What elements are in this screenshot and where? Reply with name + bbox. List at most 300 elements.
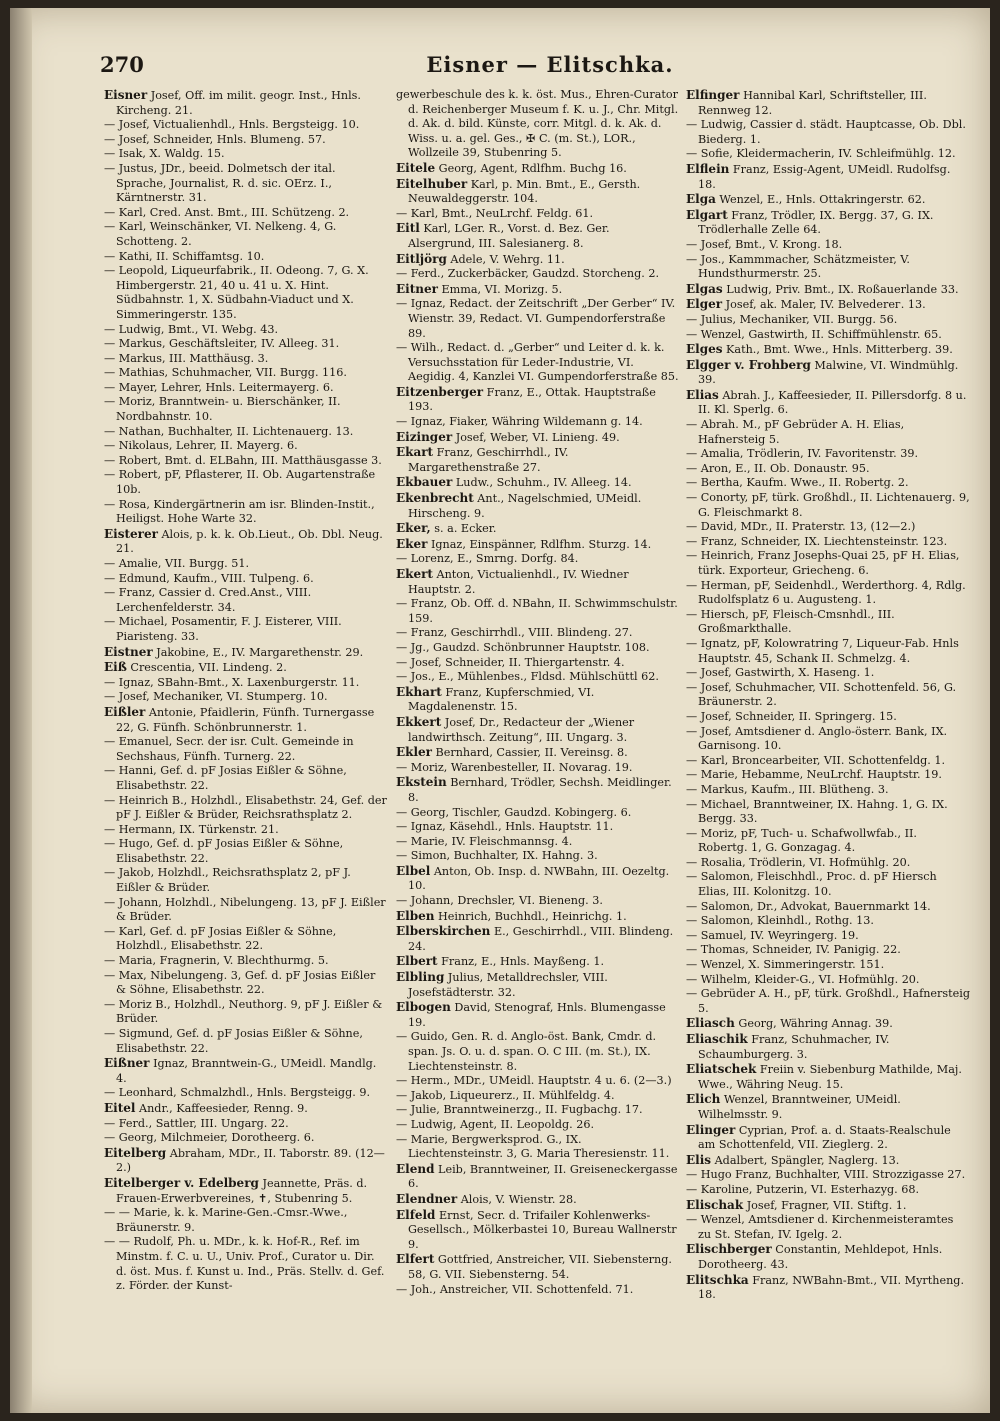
entry-text: Franz, E., Ottak. Hauptstraße 193. [408, 385, 656, 414]
directory-entry [104, 425, 388, 440]
entry-surname: Eitelhuber [396, 176, 468, 191]
entry-text: Ernst, Secr. d. Trifailer Kohlenwerks-Gesellsch., Mölkerbastei 10, Bureau Wallnerstr 9. [408, 1208, 677, 1251]
directory-entry [686, 535, 970, 550]
entry-text: Franz, Essig-Agent, UMeidl. Rudolfsg. 18. [698, 162, 951, 191]
entry-surname: Elfinger [686, 88, 740, 102]
entry-surname: Elitschka [686, 1272, 749, 1287]
directory-entry [686, 1016, 970, 1032]
directory-entry [686, 1273, 970, 1303]
entry-text: Wenzel, E., Hnls. Ottakringerstr. 62. [715, 193, 926, 207]
entry-text: Josef, ak. Maler, IV. Belvederег. 13. [722, 298, 926, 312]
directory-entry [104, 133, 388, 148]
entry-text: — Hugo Franz, Buchhalter, VIII. Strozzigasse 27. [686, 1168, 966, 1182]
entry-text: — Ignaz, Redact. der Zeitschrift „Der Gerber“ IV. Wienstr. 39, Redact. VI. Gumpendorferstraße 89. [396, 297, 676, 340]
entry-text: E., Geschirrhdl., VIII. Blindeng. 24. [408, 925, 674, 953]
directory-entry [396, 1103, 680, 1118]
directory-entry [686, 783, 970, 798]
entry-surname: Elischak [686, 1197, 744, 1212]
directory-entry [104, 118, 388, 133]
entry-surname: Ekler [396, 745, 432, 760]
entry-text: Heinrich, Buchhdl., Heinrichg. 1. [434, 909, 627, 923]
entry-text: — Ignaz, SBahn-Bmt., X. Laxenburgerstr. 11. [104, 675, 360, 689]
directory-entry [396, 1118, 680, 1133]
entry-text: Hannibal Karl, Schriftsteller, III. Rennweg 12. [698, 89, 927, 117]
directory-entry [686, 943, 970, 958]
directory-entry [686, 342, 970, 358]
directory-entry [686, 1213, 970, 1242]
directory-entry [396, 1133, 680, 1162]
entry-text: — Thomas, Schneider, IV. Panigig. 22. [686, 943, 901, 957]
entry-text: — Maria, Fragnerin, V. Blechthurmg. 5. [104, 954, 329, 968]
entry-text: — Herman, pF, Seidenhdl., Werderthorg. 4, Rdlg. Rudolfsplatz 6 u. Augusteng. 1. [686, 578, 966, 607]
entry-surname: Elben [396, 908, 435, 923]
entry-surname: Elis [686, 1152, 712, 1167]
directory-entry [104, 1027, 388, 1056]
entry-text: — Nathan, Buchhalter, II. Lichtenauerg. 13. [104, 424, 354, 438]
entry-surname: Elgas [686, 281, 723, 296]
directory-entry [686, 238, 970, 253]
entry-surname: Elgart [686, 207, 728, 222]
entry-text: — Josef, Gastwirth, X. Haseng. 1. [686, 666, 875, 680]
directory-entry [686, 666, 970, 681]
entry-surname: Eisterer [104, 526, 158, 541]
directory-entry [104, 1101, 388, 1117]
directory-entry [686, 1092, 970, 1122]
directory-entry [104, 764, 388, 793]
directory-entry [104, 206, 388, 221]
entry-surname: Ekkert [396, 714, 442, 729]
directory-entry [104, 586, 388, 615]
entry-text: — Josef, Schuhmacher, VII. Schottenfeld. 56, G. Bräunerstr. 2. [686, 680, 957, 709]
entry-text: — Markus, Geschäftsleiter, IV. Alleeg. 31. [104, 337, 340, 351]
entry-text: Emma, VI. Morizg. 5. [437, 282, 563, 296]
entry-text: — Josef, Victualienhdl., Hnls. Bergsteigg. 10. [104, 118, 360, 132]
entry-text: — Hermann, IX. Türkenstr. 21. [104, 822, 279, 836]
directory-entry [396, 849, 680, 864]
directory-entry [104, 468, 388, 497]
entry-text: — Franz, Geschirrhdl., VIII. Blindeng. 27. [396, 626, 633, 640]
entry-surname: Elinger [686, 1122, 736, 1137]
directory-entry [396, 445, 680, 475]
directory-entry [104, 998, 388, 1027]
directory-entry [104, 162, 388, 206]
entry-text: — Johann, Holzhdl., Nibelungeng. 13, pF J. Eißler & Brüder. [104, 895, 386, 924]
directory-entry [396, 954, 680, 970]
directory-entry [104, 498, 388, 527]
entry-text: Ignaz, Einspänner, Rdlfhm. Sturzg. 14. [427, 537, 652, 551]
entry-text: — Julius, Mechaniker, VII. Burgg. 56. [686, 312, 898, 326]
entry-text: Constantin, Mehldepot, Hnls. Dorotheerg. 43. [698, 1243, 943, 1271]
directory-entry [686, 88, 970, 118]
entry-surname: Eitelberger v. Edelberg [104, 1175, 259, 1190]
directory-entry [104, 88, 388, 118]
directory-entry [686, 1032, 970, 1062]
entry-text: — Mayer, Lehrer, Hnls. Leitermayerg. 6. [104, 380, 334, 394]
entry-surname: Elflein [686, 161, 730, 176]
directory-entry [104, 557, 388, 572]
directory-entry [396, 806, 680, 821]
directory-entry [396, 297, 680, 341]
directory-entry [396, 1000, 680, 1030]
entry-text: — Salomon, Kleinhdl., Rothg. 13. [686, 914, 874, 928]
entry-text: — Amalie, VII. Burgg. 51. [104, 557, 250, 570]
entry-surname: Eitljörg [396, 251, 447, 266]
directory-entry [396, 626, 680, 641]
entry-text: Adalbert, Spängler, Naglerg. 13. [711, 1153, 900, 1167]
directory-entry [104, 969, 388, 998]
directory-entry [104, 454, 388, 469]
directory-entry [104, 439, 388, 454]
directory-entry [396, 161, 680, 177]
entry-text: — Abrah. M., pF Gebrüder A. H. Elias, Hafnersteig 5. [686, 418, 905, 446]
entry-surname: Elbogen [396, 1000, 451, 1015]
directory-entry [396, 1030, 680, 1074]
entry-text: Franz, E., Hnls. Mayßeng. 1. [437, 955, 605, 969]
entry-text: Franz, Geschirrhdl., IV. Margarethenstraße 27. [408, 446, 569, 474]
entry-text: — Lorenz, E., Smrng. Dorfg. 84. [396, 552, 579, 566]
entry-surname: Eisner [104, 88, 148, 102]
directory-entry [104, 1176, 388, 1206]
entry-text: Jeannette, Präs. d. Frauen-Erwerbvereines, ✝, Stubenring 5. [116, 1176, 368, 1205]
directory-entry [686, 358, 970, 388]
entry-text: — Moriz, pF, Tuch- u. Schafwollwfab., II. Robertg. 1, G. Gonzagag. 4. [686, 826, 917, 855]
entry-text: Alois, p. k. k. Ob.Lieut., Ob. Dbl. Neug. 21. [116, 527, 383, 556]
directory-entry [686, 1168, 970, 1183]
entry-surname: Eliatschek [686, 1062, 757, 1077]
entry-text: — Georg, Milchmeier, Dorotheerg. 6. [104, 1131, 315, 1145]
entry-text: — Marie, Bergwerksprod. G., IX. Liechtensteinstr. 3, G. Maria Theresienstr. 11. [396, 1132, 670, 1161]
entry-text: — Markus, Kaufm., III. Blütheng. 3. [686, 782, 889, 796]
entry-text: — Edmund, Kaufm., VIII. Tulpeng. 6. [104, 571, 314, 585]
entry-surname: Elgger v. Frohberg [686, 357, 811, 372]
entry-text: — Michael, Posamentir, F. J. Eisterer, VIII. Piaristeng. 33. [104, 615, 342, 643]
directory-entry [396, 656, 680, 671]
entry-surname: Elger [686, 297, 723, 312]
entry-surname: Ekert [396, 567, 433, 581]
directory-entry [104, 735, 388, 764]
entry-surname: Eitelberg [104, 1145, 167, 1160]
directory-entry [396, 1074, 680, 1089]
entry-text: — Karoline, Putzerin, VI. Esterhazyg. 68. [686, 1182, 920, 1196]
directory-entry [396, 1252, 680, 1282]
entry-text: Ignaz, Branntwein-G., UMeidl. Mandlg. 4. [116, 1057, 377, 1085]
entry-text: Freiin v. Siebenburg Mathilde, Maj. Wwe., Währing Neug. 15. [698, 1063, 962, 1091]
entry-text: — — Rudolf, Ph. u. MDr., k. k. Hof-R., Ref. im Minstm. f. C. u. U., Univ. Prof., Curator u. Dir. d. öst. Mus. f. Kunst u. Ind., Präs. Stellv. d. Gef. z. Förder. der Kunst- [104, 1235, 385, 1293]
entry-surname: Ekbauer [396, 475, 453, 490]
directory-entry [104, 527, 388, 557]
entry-text: Adele, V. Wehrg. 11. [446, 252, 565, 266]
directory-entry [686, 118, 970, 147]
entry-text: — Franz, Ob. Off. d. NBahn, II. Schwimmschulstr. 159. [396, 597, 678, 625]
entry-text: — Guido, Gen. R. d. Anglo-öst. Bank, Cmdr. d. span. Js. O. u. d. span. O. C III. (m. St.), IX. Liechtensteinstr. 8. [396, 1030, 657, 1073]
entry-text: Josef, Fragner, VII. Stiftg. 1. [743, 1198, 907, 1212]
entry-text: — Hugo, Gef. d. pF Josias Eißler & Söhne, Elisabethstr. 22. [104, 837, 344, 865]
directory-entry [396, 1208, 680, 1253]
directory-entry [686, 1153, 970, 1169]
entry-text: — Hiersch, pF, Fleisch-Cmsnhdl., III. Großmarkthalle. [686, 607, 895, 636]
entry-text: Abraham, MDr., II. Taborstr. 89. (12—2.) [116, 1146, 385, 1175]
entry-text: s. a. Ecker. [430, 522, 497, 536]
entry-text: — Conorty, pF, türk. Großhdl., II. Lichtenauerg. 9, G. Fleischmarkt 8. [686, 491, 970, 519]
entry-surname: Elberskirchen [396, 924, 491, 939]
entry-text: — Salomon, Dr., Advokat, Bauernmarkt 14. [686, 899, 931, 913]
directory-entry [396, 820, 680, 835]
entry-text: — Kathi, II. Schiffamtsg. 10. [104, 249, 265, 263]
directory-entry [396, 88, 680, 161]
directory-entry [104, 866, 388, 895]
entry-text: — Herm., MDr., UMeidl. Hauptstr. 4 u. 6. (2—3.) [396, 1074, 672, 1088]
entry-surname: Elischberger [686, 1242, 772, 1257]
entry-text: Georg, Agent, Rdlfhm. Buchg 16. [435, 161, 627, 175]
entry-text: — Ignaz, Fiaker, Währing Wildemann g. 14. [396, 415, 643, 429]
entry-text: — Robert, pF, Pflasterer, II. Ob. Augartenstraße 10b. [104, 468, 376, 497]
entry-text: Franz, Kupferschmied, VI. Magdalenenstr. 15. [408, 685, 595, 714]
entry-text: Ludwig, Priv. Bmt., IX. Roßauerlande 33. [722, 282, 959, 296]
directory-entry [686, 798, 970, 827]
entry-text: — Joh., Anstreicher, VII. Schottenfeld. 71. [396, 1282, 634, 1296]
entry-text: Leib, Branntweiner, II. Greiseneckergasse 6. [408, 1162, 678, 1191]
entry-surname: Ekstein [396, 775, 447, 790]
directory-entry [396, 894, 680, 909]
entry-text: — Marie, IV. Fleischmannsg. 4. [396, 834, 573, 848]
directory-entry [396, 221, 680, 251]
entry-surname: Eliasch [686, 1016, 735, 1031]
entry-surname: Eitl [396, 221, 420, 236]
entry-text: — Ludwig, Agent, II. Leopoldg. 26. [396, 1117, 595, 1131]
directory-entry [686, 1062, 970, 1092]
directory-entry [686, 768, 970, 783]
directory-entry [686, 313, 970, 328]
entry-text: — Simon, Buchhalter, IX. Hahng. 3. [396, 849, 598, 863]
entry-text: Ant., Nagelschmied, UMeidl. Hirscheng. 9. [408, 492, 642, 520]
entry-text: — Salomon, Fleischhdl., Proc. d. pF Hiersch Elias, III. Kolonitzg. 10. [686, 870, 937, 899]
entry-text: — Aron, E., II. Ob. Donaustr. 95. [686, 461, 870, 475]
directory-entry [686, 973, 970, 988]
directory-entry [104, 220, 388, 249]
directory-entry [686, 856, 970, 871]
entry-surname: Eitel [104, 1100, 136, 1115]
directory-entry [396, 567, 680, 597]
directory-entry [396, 835, 680, 850]
directory-entry [396, 715, 680, 745]
directory-entry [686, 725, 970, 754]
directory-entry [396, 430, 680, 446]
entry-text: Karl, LGer. R., Vorst. d. Bez. Ger. Alsergrund, III. Salesianerg. 8. [408, 222, 610, 250]
directory-entry [396, 475, 680, 491]
directory-entry [104, 381, 388, 396]
entry-text: Franz, NWBahn-Bmt., VII. Myrtheng. 18. [698, 1273, 964, 1302]
entry-text: — Markus, III. Matthäusg. 3. [104, 351, 269, 365]
directory-entry [396, 597, 680, 626]
entry-text: — Isak, X. Waldg. 15. [104, 147, 225, 161]
entry-surname: Eißler [104, 704, 146, 719]
entry-text: Gottfried, Anstreicher, VII. Siebensterng. 58, G. VII. Siebensterng. 54. [408, 1253, 672, 1281]
directory-entry [686, 681, 970, 710]
directory-entry [104, 676, 388, 691]
directory-entry [686, 870, 970, 899]
entry-text: — Samuel, IV. Weyringerg. 19. [686, 928, 859, 942]
entry-text: — Ignaz, Käsehdl., Hnls. Hauptstr. 11. [396, 820, 614, 834]
directory-entry [104, 660, 388, 676]
directory-entry [104, 572, 388, 587]
book-gutter [10, 8, 32, 1413]
directory-entry [396, 641, 680, 656]
entry-text: — Emanuel, Secr. der isr. Cult. Gemeinde in Sechshaus, Fünfh. Turnerg. 22. [104, 735, 354, 763]
directory-entry [396, 761, 680, 776]
entry-text: — Ludwig, Bmt., VI. Webg. 43. [104, 322, 279, 336]
entry-text: Bernhard, Trödler, Sechsh. Meidlinger. 8. [408, 776, 672, 804]
entry-text: Georg, Währing Annag. 39. [734, 1017, 893, 1031]
directory-entry [104, 837, 388, 866]
directory-entry [686, 958, 970, 973]
entry-text: — Wenzel, X. Simmeringerstr. 151. [686, 958, 885, 972]
directory-entry [686, 282, 970, 298]
entry-text: — Jos., Kammmacher, Schätzmeister, V. Hundsthurmerstr. 25. [686, 252, 910, 281]
entry-text: Cyprian, Prof. a. d. Staats-Realschule am Schottenfeld, VII. Zieglerg. 2. [698, 1123, 951, 1152]
directory-entry [686, 987, 970, 1016]
entry-text: — Moriz, Warenbesteller, II. Novarag. 19. [396, 760, 633, 774]
directory-entry [686, 827, 970, 856]
entry-surname: Eistner [104, 644, 153, 659]
entry-surname: Eitner [396, 281, 438, 296]
entry-text: Julius, Metalldrechsler, VIII. Josefstädterstr. 32. [408, 971, 608, 999]
directory-entry [396, 341, 680, 385]
directory-entry [396, 537, 680, 553]
directory-entry [104, 823, 388, 838]
page-number: 270 [100, 52, 144, 77]
entry-text: — Josef, Schneider, II. Springerg. 15. [686, 709, 897, 723]
directory-entry [686, 1183, 970, 1198]
entry-text: — Heinrich, Franz Josephs-Quai 25, pF H. Elias, türk. Exporteur, Griecheng. 6. [686, 549, 960, 577]
entry-text: — Justus, JDr., beeid. Dolmetsch der ital. Sprache, Journalist, R. d. sic. OErz. I., Kärntnerstr. 31. [104, 161, 336, 205]
entry-text: — Nikolaus, Lehrer, II. Mayerg. 6. [104, 439, 298, 453]
directory-entry [396, 1192, 680, 1208]
entry-surname: Eker, [396, 521, 431, 536]
directory-entry [104, 1235, 388, 1293]
entry-text: — Josef, Mechaniker, VI. Stumperg. 10. [104, 690, 328, 704]
directory-entry [396, 521, 680, 537]
entry-text: — Michael, Branntweiner, IX. Hahng. 1, G. IX. Bergg. 33. [686, 797, 948, 826]
directory-entry [686, 388, 970, 418]
directory-entry [686, 447, 970, 462]
directory-entry [396, 1283, 680, 1298]
directory-entry [686, 208, 970, 238]
entry-surname: Elfeld [396, 1207, 436, 1222]
entry-text: — Wilh., Redact. d. „Gerber“ und Leiter d. k. k. Versuchsstation für Leder-Industrie, VI. Aegidig. 4, Kanzlei VI. Gumpendorferstraße 85. [396, 341, 679, 384]
entry-surname: Eißner [104, 1056, 150, 1071]
entry-surname: Eker [396, 536, 428, 551]
entry-text: — Johann, Drechsler, VI. Bieneng. 3. [396, 894, 603, 908]
directory-entry [396, 207, 680, 222]
directory-entry [396, 267, 680, 282]
directory-entry [686, 608, 970, 637]
entry-text: — Josef, Schneider, Hnls. Blumeng. 57. [104, 132, 326, 146]
entry-text: — Moriz, Branntwein- u. Bierschänker, II. Nordbahnstr. 10. [104, 395, 341, 424]
directory-entry [396, 1162, 680, 1192]
entry-text: Bernhard, Cassier, II. Vereinsg. 8. [431, 746, 628, 760]
entry-text: Abrah. J., Kaffeesieder, II. Pillersdorfg. 8 u. II. Kl. Sperlg. 6. [698, 388, 967, 417]
entry-text: — Wilhelm, Kleider-G., VI. Hofmühlg. 20. [686, 972, 920, 986]
directory-entry [686, 491, 970, 520]
entry-text: — Gebrüder A. H., pF, türk. Großhdl., Hafnersteig 5. [686, 987, 970, 1015]
directory-entry [686, 162, 970, 192]
directory-entry [396, 491, 680, 521]
entry-surname: Eitzenberger [396, 384, 484, 399]
entry-text: — Josef, Schneider, II. Thiergartenstr. 4. [396, 655, 625, 669]
entry-text: — Georg, Tischler, Gaudzd. Kobingerg. 6. [396, 805, 632, 819]
entry-text: Franz, Schuhmacher, IV. Schaumburgerg. 3. [698, 1033, 890, 1061]
directory-entry [104, 147, 388, 162]
directory-entry [396, 775, 680, 805]
entry-text: — Moriz B., Holzhdl., Neuthorg. 9, pF J. Eißler & Brüder. [104, 997, 383, 1026]
page-header [100, 52, 980, 92]
entry-text: Wenzel, Branntweiner, UMeidl. Wilhelmsstr. 9. [698, 1093, 901, 1121]
entry-surname: Eizinger [396, 429, 453, 444]
entry-text: — — Marie, k. k. Marine-Gen.-Cmsr.-Wwe., Bräunerstr. 9. [104, 1206, 348, 1234]
entry-surname: Elga [686, 192, 716, 207]
directory-entry [686, 418, 970, 447]
entry-text: — Ignatz, pF, Kolowratring 7, Liqueur-Fab. Hnls Hauptstr. 45, Schank II. Schmelzg. 4. [686, 636, 959, 665]
entry-text: — Karl, Gef. d. pF Josias Eißler & Söhne, Holzhdl., Elisabethstr. 22. [104, 924, 337, 953]
entry-text: — Jg., Gaudzd. Schönbrunner Hauptstr. 108. [396, 640, 650, 654]
directory-entry [396, 415, 680, 430]
directory-entry [396, 1089, 680, 1104]
directory-entry [104, 645, 388, 661]
entry-text: — Franz, Schneider, IX. Liechtensteinstr. 123. [686, 534, 948, 548]
entry-text: — Jakob, Holzhdl., Reichsrathsplatz 2, pF J. Eißler & Brüder. [104, 866, 351, 895]
entry-text: — Max, Nibelungeng. 3, Gef. d. pF Josias Eißler & Söhne, Elisabethstr. 22. [104, 968, 376, 997]
directory-entry [396, 685, 680, 715]
entry-text: — Julie, Branntweinerzg., II. Fugbachg. 17. [396, 1103, 643, 1117]
column-right [686, 88, 970, 1303]
entry-text: — Karl, Cred. Anst. Bmt., III. Schützeng. 2. [104, 205, 350, 219]
directory-entry [396, 385, 680, 415]
directory-entry [104, 395, 388, 424]
directory-entry [686, 328, 970, 343]
entry-text: — Karl, Weinschänker, VI. Nelkeng. 4, G. Schotteng. 2. [104, 220, 337, 248]
entry-text: — Heinrich B., Holzhdl., Elisabethstr. 24, Gef. der pF J. Eißler & Brüder, Reichsrathsplatz 2. [104, 793, 387, 822]
directory-entry [104, 1146, 388, 1176]
entry-text: — Sofie, Kleidermacherin, IV. Schleifmühlg. 12. [686, 147, 956, 161]
directory-entry [686, 1242, 970, 1272]
directory-entry [104, 323, 388, 338]
directory-entry [104, 1131, 388, 1146]
directory-entry [396, 970, 680, 1000]
entry-text: — Rosa, Kindergärtnerin am isr. Blinden-Instit., Heiligst. Hohe Warte 32. [104, 497, 375, 526]
entry-text: Crescentia, VII. Lindeng. 2. [126, 661, 287, 675]
page-title: Eisner — Elitschka. [426, 52, 674, 77]
entry-text: Anton, Ob. Insp. d. NWBahn, III. Oezeltg. 10. [408, 864, 670, 893]
directory-entry [104, 954, 388, 969]
entry-text: — Wenzel, Gastwirth, II. Schiffmühlenstr. 65. [686, 327, 942, 341]
entry-text: Alois, V. Wienstr. 28. [457, 1192, 577, 1206]
entry-text: — Hanni, Gef. d. pF Josias Eißler & Söhne, Elisabethstr. 22. [104, 764, 347, 792]
entry-surname: Elend [396, 1161, 435, 1176]
directory-entry [686, 476, 970, 491]
entry-text: Ludw., Schuhm., IV. Alleeg. 14. [452, 476, 632, 490]
directory-entry [686, 253, 970, 282]
entry-surname: Elfert [396, 1252, 435, 1267]
directory-entry [104, 366, 388, 381]
directory-entry [686, 462, 970, 477]
entry-text: — Josef, Bmt., V. Krong. 18. [686, 237, 843, 251]
directory-entry [686, 637, 970, 666]
directory-entry [396, 924, 680, 954]
entry-text: — Ludwig, Cassier d. städt. Hauptcasse, Ob. Dbl. Biederg. 1. [686, 118, 966, 146]
entry-surname: Elbling [396, 970, 445, 985]
directory-entry [104, 794, 388, 823]
entry-text: Anton, Victualienhdl., IV. Wiedner Hauptstr. 2. [408, 568, 629, 596]
